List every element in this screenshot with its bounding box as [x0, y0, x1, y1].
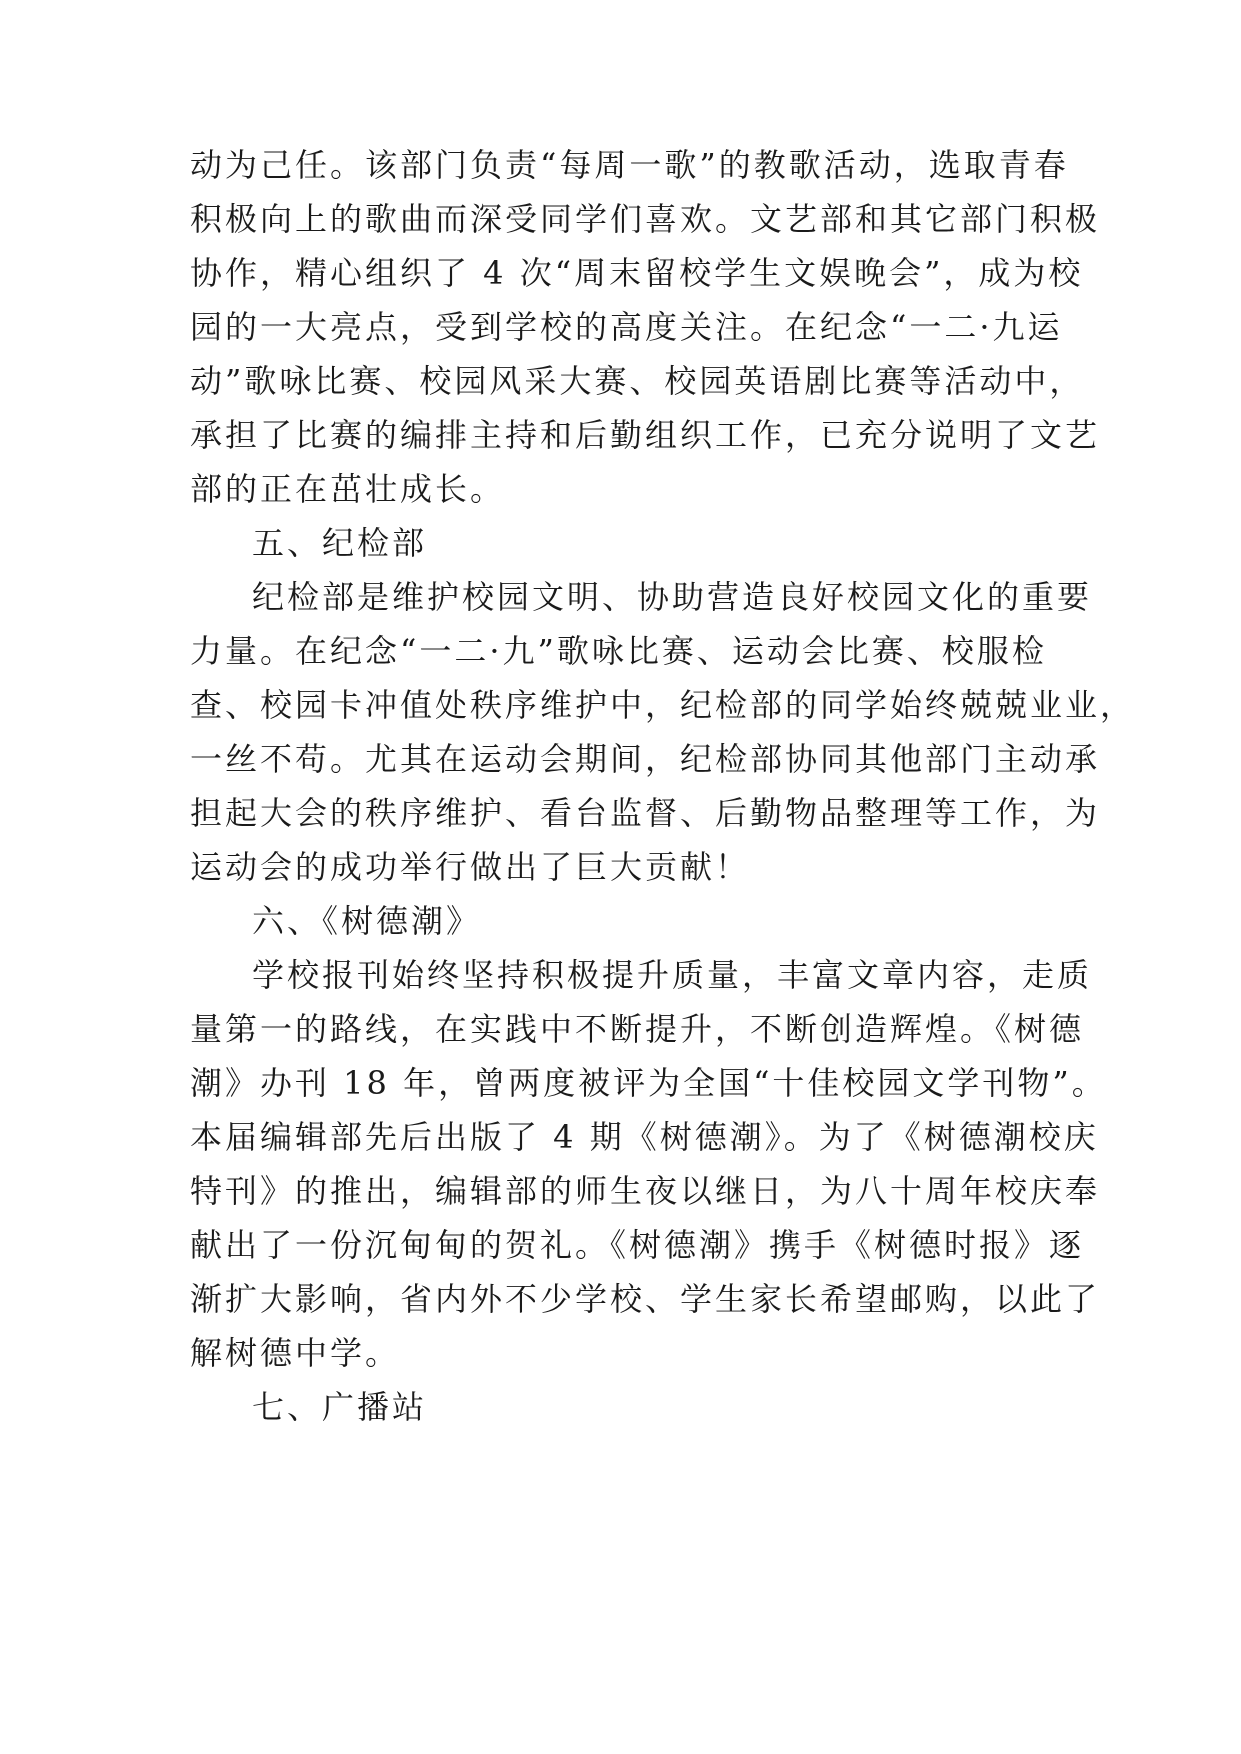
paragraph-line: 特刊》的推出，编辑部的师生夜以继日，为八十周年校庆奉: [190, 1172, 1101, 1210]
paragraph-line: 学校报刊始终坚持积极提升质量，丰富文章内容，走质: [252, 956, 1093, 994]
paragraph-line: 献出了一份沉甸甸的贺礼。《树德潮》携手《树德时报》逐: [190, 1226, 1085, 1264]
paragraph-line: 解树德中学。: [190, 1334, 401, 1372]
paragraph-line: 运动会的成功举行做出了巨大贡献！: [190, 848, 751, 886]
paragraph-line: 潮》办刊 18 年，曾两度被评为全国“十佳校园文学刊物”。: [190, 1064, 1107, 1102]
paragraph-line: 查、校园卡冲值处秩序维护中，纪检部的同学始终兢兢业业，: [190, 686, 1136, 724]
paragraph-line: 动为己任。该部门负责“每周一歌”的教歌活动，选取青春: [190, 146, 1069, 184]
paragraph-line: 担起大会的秩序维护、看台监督、后勤物品整理等工作，为: [190, 794, 1101, 832]
paragraph-line: 部的正在茁壮成长。: [190, 470, 506, 508]
paragraph-line: 积极向上的歌曲而深受同学们喜欢。文艺部和其它部门积极: [190, 200, 1101, 238]
paragraph-line: 渐扩大影响，省内外不少学校、学生家长希望邮购，以此了: [190, 1280, 1101, 1318]
section-heading-5: 五、纪检部: [252, 524, 428, 562]
paragraph-line: 量第一的路线，在实践中不断提升，不断创造辉煌。《树德: [190, 1010, 1085, 1048]
paragraph-line: 动”歌咏比赛、校园风采大赛、校园英语剧比赛等活动中，: [190, 362, 1085, 400]
paragraph-line: 协作，精心组织了 4 次“周末留校学生文娱晚会”，成为校: [190, 254, 1084, 292]
paragraph-line: 力量。在纪念“一二·九”歌咏比赛、运动会比赛、校服检: [190, 632, 1047, 670]
paragraph-line: 园的一大亮点，受到学校的高度关注。在纪念“一二·九运: [190, 308, 1063, 346]
paragraph-line: 一丝不苟。尤其在运动会期间，纪检部协同其他部门主动承: [190, 740, 1101, 778]
paragraph-line: 本届编辑部先后出版了 4 期《树德潮》。为了《树德潮校庆: [190, 1118, 1099, 1156]
section-heading-6: 六、《树德潮》: [252, 902, 482, 940]
paragraph-line: 纪检部是维护校园文明、协助营造良好校园文化的重要: [252, 578, 1093, 616]
section-heading-7: 七、广播站: [252, 1388, 428, 1426]
paragraph-line: 承担了比赛的编排主持和后勤组织工作，已充分说明了文艺: [190, 416, 1101, 454]
